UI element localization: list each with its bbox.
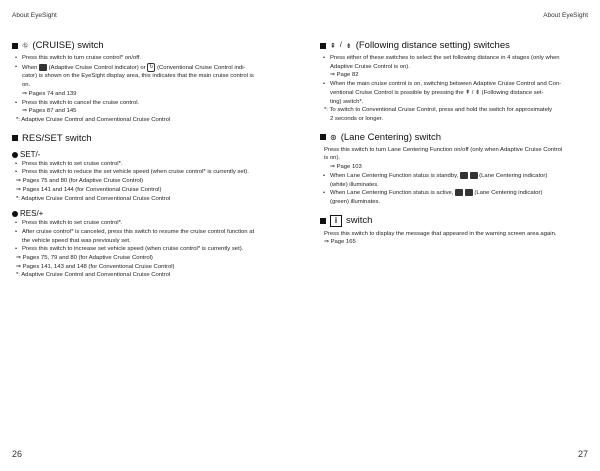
info-text: Press this switch to display the message that appeared in the warning screen area again. bbox=[324, 230, 557, 237]
square-bullet-icon bbox=[320, 43, 326, 49]
res-subheading bbox=[12, 209, 280, 218]
page-ref: ⇒ Page 103 bbox=[330, 164, 362, 171]
list-item: • After cruise control* is canceled, press this switch to resume the cruise control function at bbox=[12, 228, 280, 237]
list-item: cator) is shown on the EyeSight display area, this indicates that the main cruise control is bbox=[22, 73, 254, 80]
list-item: • Press this switch to set cruise control*. bbox=[12, 219, 280, 228]
footnote: *: Adaptive Cruise Control and Conventional Cruise Control bbox=[16, 272, 171, 279]
info-section bbox=[320, 215, 588, 247]
footnote-cont: 2 seconds or longer. bbox=[330, 115, 384, 122]
following-distance-minus-icon: ⇟ bbox=[475, 89, 481, 96]
footnote: *: To switch to Conventional Cruise Control, press and hold the switch for approximately bbox=[324, 107, 553, 114]
circle-bullet-icon bbox=[12, 152, 18, 158]
list-item: ventional Cruise Control is possible by pressing the ⇞ / ⇟ (Following distance set- bbox=[330, 89, 544, 96]
cruise-heading bbox=[12, 40, 280, 51]
resset-heading bbox=[12, 133, 280, 144]
set-list bbox=[12, 160, 280, 204]
slash-separator: / bbox=[339, 42, 342, 49]
square-bullet-icon bbox=[12, 43, 18, 49]
lane-list bbox=[320, 163, 588, 207]
footnote: *: Adaptive Cruise Control and Conventional Cruise Control bbox=[16, 195, 171, 202]
following-distance-minus-icon: ⇟ bbox=[345, 42, 352, 50]
following-distance-plus-icon: ⇞ bbox=[465, 89, 471, 96]
page-ref: ⇒ Pages 75 and 80 (for Adaptive Cruise Control) bbox=[16, 178, 144, 185]
header-left: About EyeSight bbox=[12, 12, 57, 19]
list-item: • Press this switch to turn cruise control* on/off. bbox=[12, 54, 280, 63]
list-item bbox=[320, 172, 588, 181]
list-item: • Press either of these switches to select the set following distance in 4 stages (only when bbox=[320, 54, 588, 63]
adaptive-cruise-indicator-icon bbox=[39, 64, 47, 71]
cruise-switch-icon: ⛗ bbox=[22, 40, 29, 50]
page-ref: ⇒ Page 82 bbox=[330, 72, 359, 79]
text-span: When Lane Centering Function status is standby, bbox=[330, 172, 459, 179]
following-section bbox=[320, 40, 588, 124]
lane-heading bbox=[320, 132, 588, 143]
list-item: the vehicle speed that was previously set. bbox=[22, 237, 131, 244]
lane-centering-indicator-icon bbox=[465, 189, 473, 196]
text-span: (Lane Centering indicator) bbox=[474, 190, 543, 197]
following-heading bbox=[320, 40, 588, 51]
text-span: (Conventional Cruise Control indi- bbox=[157, 64, 246, 71]
following-list bbox=[320, 54, 588, 124]
resset-section bbox=[12, 133, 280, 280]
set-subheading bbox=[12, 150, 280, 159]
page-number-right: 27 bbox=[577, 449, 588, 459]
list-item: • Press this switch to set cruise control*. bbox=[12, 160, 280, 169]
page-ref: ⇒ Pages 74 and 139 bbox=[22, 90, 77, 97]
info-title: switch bbox=[346, 215, 373, 227]
lane-title: (Lane Centering) switch bbox=[340, 131, 442, 143]
lane-text: is on). bbox=[324, 155, 341, 162]
list-item: • Press this switch to increase set vehicle speed (when cruise control* is currently set). bbox=[12, 245, 280, 254]
left-column bbox=[12, 40, 280, 288]
info-icon: i bbox=[330, 215, 342, 227]
footnote: *: Adaptive Cruise Control and Conventional Cruise Control bbox=[16, 116, 171, 123]
list-item: • When the main cruise control is on, switching between Adaptive Cruise Control and Con- bbox=[320, 80, 588, 89]
text-span: (Adaptive Cruise Control indicator) or bbox=[48, 64, 146, 71]
square-bullet-icon bbox=[12, 135, 18, 141]
list-item: • Press this switch to reduce the set vehicle speed (when cruise control* is currently set). bbox=[12, 168, 280, 177]
list-item bbox=[320, 189, 588, 198]
text-span: ventional Cruise Control is possible by pressing the bbox=[330, 89, 464, 96]
text-span: When bbox=[22, 64, 38, 71]
list-item: (white) illuminates. bbox=[330, 181, 379, 188]
following-title: (Following distance setting) switches bbox=[355, 40, 510, 51]
square-bullet-icon bbox=[320, 134, 326, 140]
page-ref: ⇒ Pages 141 and 144 (for Conventional Cruise Control) bbox=[16, 186, 162, 193]
cruise-list bbox=[12, 54, 280, 125]
page-ref: ⇒ Pages 87 and 145 bbox=[22, 108, 77, 115]
right-column bbox=[320, 40, 588, 255]
lane-centering-indicator-icon bbox=[455, 189, 463, 196]
circle-bullet-icon bbox=[12, 211, 18, 217]
text-span: When Lane Centering Function status is active, bbox=[330, 190, 454, 197]
list-item: ting) switch*. bbox=[330, 98, 364, 105]
conventional-cruise-indicator-icon: ↻ bbox=[149, 63, 154, 70]
text-span: (Lane Centering indicator) bbox=[479, 172, 548, 179]
page-ref: ⇒ Pages 75, 79 and 80 (for Adaptive Cruise Control) bbox=[16, 255, 153, 262]
res-list bbox=[12, 219, 280, 280]
resset-title: RES/SET switch bbox=[22, 132, 92, 144]
res-title: RES/+ bbox=[20, 209, 44, 219]
list-item bbox=[12, 63, 280, 73]
lane-centering-indicator-icon bbox=[460, 172, 468, 179]
page-number-left: 26 bbox=[12, 449, 23, 459]
list-item: • Press this switch to cancel the cruise control. bbox=[12, 99, 280, 108]
list-item: on. bbox=[22, 82, 31, 89]
header-right: About EyeSight bbox=[543, 12, 588, 19]
page-ref: ⇒ Pages 141, 143 and 148 (for Conventional Cruise Control) bbox=[16, 263, 175, 270]
cruise-title: (CRUISE) switch bbox=[32, 40, 104, 51]
lane-section bbox=[320, 132, 588, 207]
following-distance-plus-icon: ⇞ bbox=[330, 42, 336, 50]
text-span: (Following distance set- bbox=[481, 89, 544, 96]
list-item: (green) illuminates. bbox=[330, 198, 381, 205]
list-item: Adaptive Cruise Control is on). bbox=[330, 63, 410, 70]
lane-text: Press this switch to turn Lane Centering Function on/off (only when Adaptive Cruise Control bbox=[324, 146, 563, 153]
cruise-section bbox=[12, 40, 280, 125]
page-ref: ⇒ Page 165 bbox=[324, 239, 356, 246]
lane-centering-switch-icon: ⊛ bbox=[330, 132, 337, 142]
square-bullet-icon bbox=[320, 218, 326, 224]
lane-centering-indicator-icon bbox=[470, 172, 478, 179]
set-title: SET/- bbox=[20, 149, 41, 159]
info-heading bbox=[320, 215, 588, 227]
